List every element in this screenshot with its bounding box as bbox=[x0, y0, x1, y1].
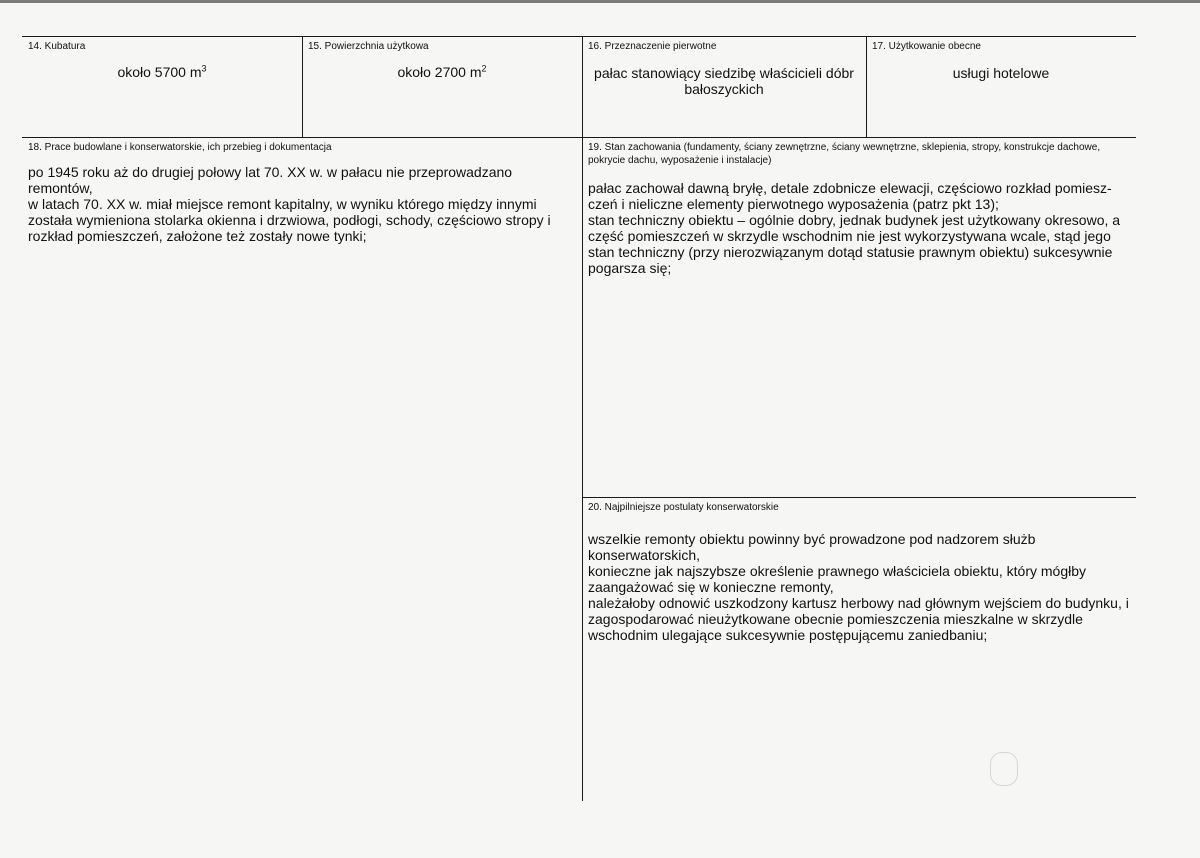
field-17-label: 17. Użytkowanie obecne bbox=[872, 41, 981, 52]
field-15-value bbox=[302, 64, 582, 80]
field-14-value-text: około 5700 m bbox=[117, 64, 202, 80]
column-divider-15-16 bbox=[582, 36, 583, 801]
field-15-value-text: około 2700 m bbox=[397, 64, 482, 80]
column-divider-16-17 bbox=[866, 36, 867, 137]
scan-top-edge bbox=[0, 0, 1200, 3]
scan-smudge-mark bbox=[990, 752, 1018, 786]
field-19-text: pałac zachował dawną bryłę, detale zdobnicze elewacji, częściowo rozkład pomiesz- czeń i nieliczne elementy pierwotnego wyposażenia (patrz pkt 13); stan techniczny obiektu – ogólnie dobry, jednak budynek jest użytkowany okresowo, a część pomieszczeń w skrzydle wschodnim nie jest wykorzystywana wcale, stąd jego stan techniczny (przy nierozwiązanym dotąd statusie prawnym obiektu) sukcesywnie pogarsza się; bbox=[588, 180, 1121, 276]
section-20-divider-line bbox=[582, 497, 1136, 498]
field-16-label: 16. Przeznaczenie pierwotne bbox=[588, 41, 717, 52]
field-17-value: usługi hotelowe bbox=[952, 65, 1050, 81]
field-14-value bbox=[22, 64, 302, 80]
field-16-value: pałac stanowiący siedzibę właścicieli dóbr bałoszyckich bbox=[594, 65, 854, 97]
field-19-label: 19. Stan zachowania (fundamenty, ściany zewnętrzne, ściany wewnętrzne, sklepienia, stropy, konstrukcje dachowe, pokrycie dachu, wyposażenie i instalacje) bbox=[588, 142, 1101, 166]
field-14-label: 14. Kubatura bbox=[28, 41, 86, 52]
field-18-text: po 1945 roku aż do drugiej połowy lat 70. XX w. w pałacu nie przeprowadzano remontów, w latach 70. XX w. miał miejsce remont kapitalny, w wyniku którego między innymi została wymieniona stolarka okienna i drzwiowa, podłogi, schody, częściowo stropy i rozkład pomieszczeń, założone też zostały nowe tynki; bbox=[28, 164, 551, 244]
field-14-unit-exponent: 3 bbox=[201, 63, 207, 74]
field-15-unit-exponent: 2 bbox=[481, 63, 487, 74]
field-20-label: 20. Najpilniejsze postulaty konserwatorskie bbox=[588, 502, 779, 513]
field-20-text: wszelkie remonty obiektu powinny być prowadzone pod nadzorem służb konserwatorskich, konieczne jak najszybsze określenie prawnego właściciela obiektu, który mógłby zaangażować się w konieczne remonty, należałoby odnowić uszkodzony kartusz herbowy nad głównym wejściem do budynku, i zagospodarować nieużytkowane obecnie pomieszczenia mieszkalne w skrzydle wschodnim ulegające sukcesywnie postępującemu zaniedbaniu; bbox=[588, 531, 1129, 643]
field-18-label: 18. Prace budowlane i konserwatorskie, ich przebieg i dokumentacja bbox=[28, 142, 332, 153]
row-divider-line bbox=[22, 137, 1136, 138]
top-border-line bbox=[22, 36, 1136, 37]
column-divider-14-15 bbox=[302, 36, 303, 137]
field-15-label: 15. Powierzchnia użytkowa bbox=[308, 41, 429, 52]
